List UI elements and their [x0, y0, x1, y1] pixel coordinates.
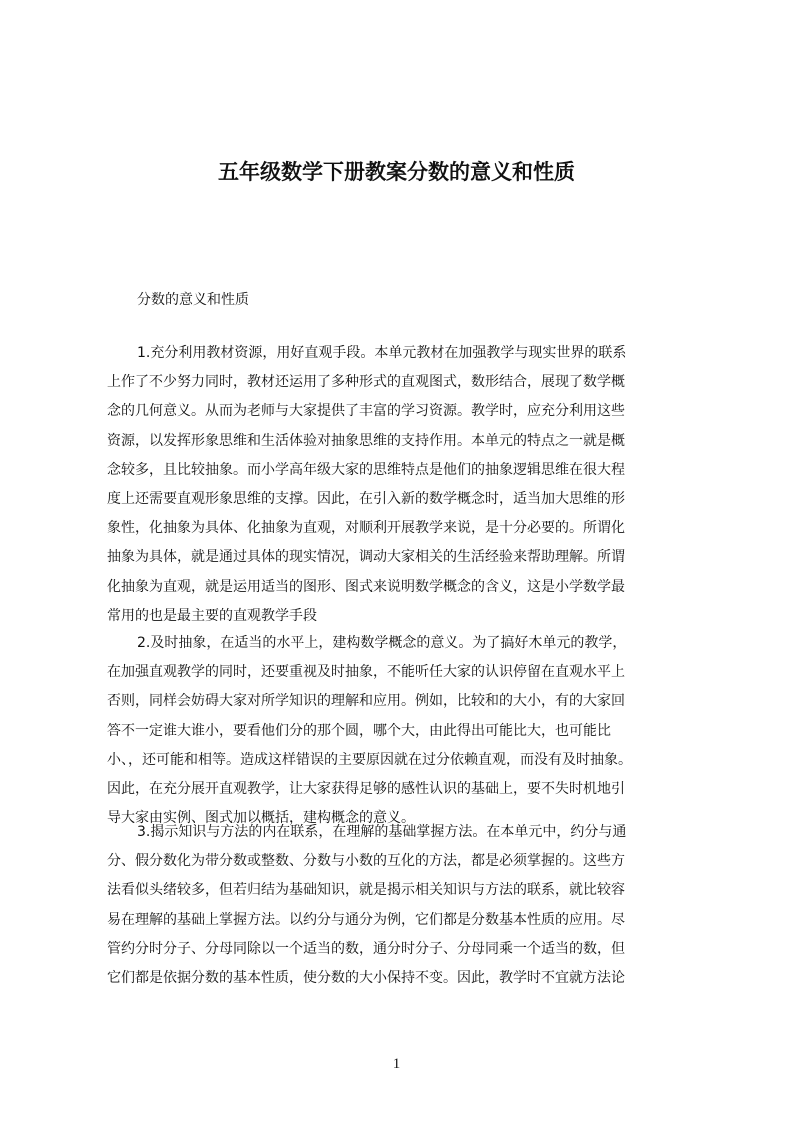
- paragraph-line: 抽象为具体，就是通过具体的现实情况，调动大家相关的生活经验来帮助理解。所谓: [107, 549, 625, 566]
- paragraph-line: 答不一定谁大谁小，要看他们分的那个圆，哪个大，由此得出可能比大，也可能比: [107, 722, 611, 739]
- paragraph-line: 3.揭示知识与方法的内在联系，在理解的基础掌握方法。在本单元中，约分与通: [137, 824, 627, 840]
- paragraph-line: 2.及时抽象，在适当的水平上，建构数学概念的意义。为了搞好木单元的教学，: [137, 635, 627, 651]
- page-number: 1: [392, 1056, 401, 1072]
- paragraph-line: 念的几何意义。从而为老师与大家提供了丰富的学习资源。教学时，应充分利用这些: [107, 403, 625, 420]
- paragraph-line: 它们都是依据分数的基本性质，使分数的大小保持不变。因此，教学时不宜就方法论: [107, 969, 625, 986]
- paragraph-2: [107, 629, 699, 833]
- document-title: 五年级数学下册教案分数的意义和性质: [218, 160, 575, 185]
- paragraph-line: 导大家由实例、图式加以概括，建构概念的意义。: [107, 810, 415, 827]
- paragraph-line: 念较多，且比较抽象。而小学高年级大家的思维特点是他们的抽象逻辑思维在很大程: [107, 461, 625, 478]
- paragraph-line: 否则，同样会妨碍大家对所学知识的理解和应用。例如，比较和的大小，有的大家回: [107, 693, 625, 710]
- paragraph-line: 象性，化抽象为具体、化抽象为直观，对顺利开展教学来说，是十分必要的。所谓化: [107, 520, 625, 537]
- section-heading: 分数的意义和性质: [137, 292, 249, 308]
- paragraph-line: 度上还需要直观形象思维的支撑。因此，在引入新的数学概念时，适当加大思维的形: [107, 490, 625, 507]
- paragraph-line: 在加强直观教学的同时，还要重视及时抽象，不能听任大家的认识停留在直观水平上: [107, 664, 625, 681]
- paragraph-line: 管约分时分子、分母同除以一个适当的数，通分时分子、分母同乘一个适当的数，但: [107, 940, 625, 957]
- paragraph-line: 上作了不少努力同时，教材还运用了多种形式的直观图式，数形结合，展现了数学概: [107, 374, 625, 391]
- paragraph-3: [107, 818, 699, 993]
- paragraph-line: 资源，以发挥形象思维和生活体验对抽象思维的支持作用。本单元的特点之一就是概: [107, 432, 625, 449]
- paragraph-line: 因此，在充分展开直观教学，让大家获得足够的感性认识的基础上，要不失时机地引: [107, 780, 625, 797]
- paragraph-line: 小、，还可能和相等。造成这样错误的主要原因就在过分依赖直观，而没有及时抽象。: [107, 751, 632, 768]
- paragraph-line: 常用的也是最主要的直观教学手段: [107, 607, 317, 624]
- paragraph-line: 易在理解的基础上掌握方法。以约分与通分为例，它们都是分数基本性质的应用。尽: [107, 911, 625, 928]
- paragraph-1: [107, 339, 699, 631]
- paragraph-line: 1.充分利用教材资源，用好直观手段。本单元教材在加强教学与现实世界的联系: [137, 345, 627, 361]
- paragraph-line: 法看似头绪较多，但若归结为基础知识，就是揭示相关知识与方法的联系，就比较容: [107, 882, 625, 899]
- paragraph-line: 化抽象为直观，就是运用适当的图形、图式来说明数学概念的含义，这是小学数学最: [107, 578, 625, 595]
- paragraph-line: 分、假分数化为带分数或整数、分数与小数的互化的方法，都是必须掌握的。这些方: [107, 853, 625, 870]
